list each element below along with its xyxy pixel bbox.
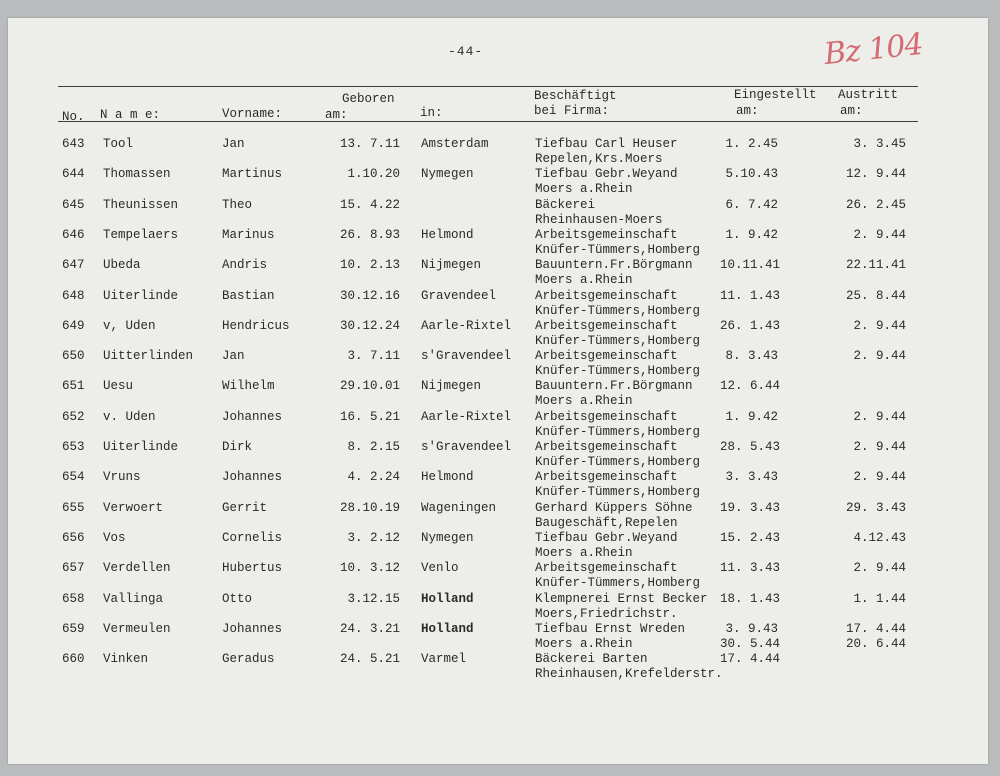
row-firma-line2: Rheinhausen,Krefelderstr.: [535, 667, 723, 682]
row-eingestellt: 28. 5.43: [720, 440, 781, 454]
row-number: 644: [62, 167, 85, 182]
row-number: 645: [62, 197, 85, 212]
row-geboren: 8. 2.15: [347, 440, 400, 454]
row-geboren: 30.12.24: [339, 318, 400, 333]
row-firma-line1: Arbeitsgemeinschaft: [535, 318, 678, 333]
row-name: Verwoert: [103, 500, 164, 515]
row-eingestellt: 3. 3.43: [725, 470, 778, 485]
row-geboren: 28.10.19: [339, 500, 400, 515]
header-bei-firma: bei Firma:: [534, 104, 610, 118]
row-vorname: Jan: [222, 349, 245, 364]
table-row: [0, 622, 1000, 654]
row-birthplace: Aarle-Rixtel: [421, 409, 512, 424]
row-firma-line2: Knüfer-Tümmers,Homberg: [535, 333, 701, 348]
row-number: 657: [62, 561, 85, 576]
row-birthplace: s'Gravendeel: [421, 440, 512, 454]
row-austritt: 2. 9.44: [853, 227, 906, 242]
row-number: 655: [62, 500, 85, 515]
header-austritt-am: am:: [840, 104, 863, 118]
row-eingestellt: 1. 9.42: [725, 409, 778, 424]
row-geboren: 16. 5.21: [339, 409, 400, 424]
row-eingestellt: 19. 3.43: [720, 500, 781, 515]
header-geboren-am: am:: [325, 108, 348, 122]
row-austritt: 2. 9.44: [853, 440, 906, 454]
row-eingestellt: 15. 2.43: [720, 530, 781, 545]
row-eingestellt-2: 30. 5.44: [720, 636, 781, 651]
row-eingestellt: 26. 1.43: [720, 318, 781, 333]
row-number: 648: [62, 288, 85, 303]
row-name: Thomassen: [103, 167, 171, 182]
row-firma-line1: Bauuntern.Fr.Börgmann: [535, 379, 693, 394]
row-birthplace: Holland: [421, 621, 474, 636]
row-geboren: 24. 3.21: [339, 621, 400, 636]
row-firma-line1: Arbeitsgemeinschaft: [535, 409, 678, 424]
row-firma-line1: Bauuntern.Fr.Börgmann: [535, 258, 693, 273]
row-name: Vinken: [103, 652, 149, 667]
row-name: Vruns: [103, 470, 141, 485]
row-austritt: 12. 9.44: [845, 167, 906, 182]
row-geboren: 3. 7.11: [347, 349, 400, 364]
row-austritt: 17. 4.44: [845, 621, 906, 636]
row-firma-line2: Rheinhausen-Moers: [535, 212, 663, 227]
row-eingestellt: 10.11.41: [720, 258, 781, 273]
handwritten-stamp: Bz 104: [822, 26, 925, 73]
row-name: v, Uden: [103, 318, 156, 333]
row-eingestellt: 18. 1.43: [720, 591, 781, 606]
table-row: [0, 592, 1000, 624]
row-number: 653: [62, 440, 85, 454]
row-firma-line1: Tiefbau Gebr.Weyand: [535, 167, 678, 182]
row-geboren: 30.12.16: [339, 288, 400, 303]
header-bottom-rule: [58, 121, 918, 122]
row-name: Uesu: [103, 379, 134, 394]
row-name: Uitterlinden: [103, 349, 194, 364]
row-eingestellt: 1. 9.42: [725, 227, 778, 242]
row-name: Vermeulen: [103, 621, 171, 636]
row-austritt: 2. 9.44: [853, 561, 906, 576]
row-number: 650: [62, 349, 85, 364]
row-firma-line2: Knüfer-Tümmers,Homberg: [535, 242, 701, 257]
row-name: Verdellen: [103, 561, 171, 576]
table-row: [0, 531, 1000, 563]
row-geboren: 4. 2.24: [347, 470, 400, 485]
row-eingestellt: 17. 4.44: [720, 652, 781, 667]
row-firma-line1: Arbeitsgemeinschaft: [535, 440, 678, 454]
row-vorname: Martinus: [222, 167, 283, 182]
row-number: 646: [62, 227, 85, 242]
row-birthplace: Nijmegen: [421, 258, 482, 273]
row-number: 652: [62, 409, 85, 424]
table-row: [0, 198, 1000, 230]
row-geboren: 1.10.20: [347, 167, 400, 182]
row-vorname: Wilhelm: [222, 379, 275, 394]
row-birthplace: Nijmegen: [421, 379, 482, 394]
row-birthplace: Nymegen: [421, 530, 474, 545]
row-geboren: 15. 4.22: [339, 197, 400, 212]
table-row: [0, 349, 1000, 381]
row-number: 660: [62, 652, 85, 667]
row-firma-line2: Moers a.Rhein: [535, 636, 633, 651]
row-eingestellt: 5.10.43: [725, 167, 778, 182]
row-name: Uiterlinde: [103, 440, 179, 454]
row-firma-line2: Moers a.Rhein: [535, 394, 633, 409]
row-number: 651: [62, 379, 85, 394]
table-row: [0, 319, 1000, 351]
row-firma-line1: Tiefbau Carl Heuser: [535, 137, 678, 151]
table-row: [0, 501, 1000, 533]
row-austritt: 2. 9.44: [853, 470, 906, 485]
row-austritt: 1. 1.44: [853, 591, 906, 606]
header-beschaeftigt: Beschäftigt: [534, 89, 617, 103]
row-firma-line1: Arbeitsgemeinschaft: [535, 561, 678, 576]
row-eingestellt: 3. 9.43: [725, 621, 778, 636]
table-row: [0, 440, 1000, 472]
row-vorname: Hendricus: [222, 318, 290, 333]
row-vorname: Marinus: [222, 227, 275, 242]
header-austritt: Austritt: [838, 88, 899, 102]
row-firma-line1: Gerhard Küppers Söhne: [535, 500, 693, 515]
row-firma-line1: Klempnerei Ernst Becker: [535, 591, 708, 606]
row-firma-line1: Bäckerei Barten: [535, 652, 648, 667]
row-austritt: 2. 9.44: [853, 349, 906, 364]
row-name: Vos: [103, 530, 126, 545]
row-eingestellt: 11. 3.43: [720, 561, 781, 576]
table-row: [0, 652, 1000, 684]
header-vorname: Vorname:: [222, 107, 283, 121]
row-firma-line2: Moers a.Rhein: [535, 182, 633, 197]
row-vorname: Geradus: [222, 652, 275, 667]
row-firma-line1: Bäckerei: [535, 197, 596, 212]
row-geboren: 29.10.01: [339, 379, 400, 394]
row-name: Vallinga: [103, 591, 164, 606]
row-geboren: 26. 8.93: [339, 227, 400, 242]
header-no: No.: [62, 110, 85, 124]
row-number: 649: [62, 318, 85, 333]
table-row: [0, 470, 1000, 502]
row-name: Tool: [103, 137, 134, 151]
header-geboren: Geboren: [342, 92, 395, 106]
header-name: N a m e:: [100, 108, 161, 122]
row-vorname: Bastian: [222, 288, 275, 303]
row-vorname: Johannes: [222, 409, 283, 424]
row-vorname: Hubertus: [222, 561, 283, 576]
header-in: in:: [420, 106, 443, 120]
row-eingestellt: 11. 1.43: [720, 288, 781, 303]
table-row: [0, 137, 1000, 169]
row-vorname: Johannes: [222, 470, 283, 485]
header-top-rule: [58, 86, 918, 87]
row-number: 656: [62, 530, 85, 545]
row-firma-line2: Baugeschäft,Repelen: [535, 515, 678, 530]
table-row: [0, 561, 1000, 593]
row-austritt-2: 20. 6.44: [845, 636, 906, 651]
row-name: Tempelaers: [103, 227, 179, 242]
row-austritt: 2. 9.44: [853, 409, 906, 424]
row-austritt: 22.11.41: [845, 258, 906, 273]
row-birthplace: Wageningen: [421, 500, 497, 515]
row-geboren: 3.12.15: [347, 591, 400, 606]
row-firma-line2: Moers,Friedrichstr.: [535, 606, 678, 621]
table-row: [0, 289, 1000, 321]
row-vorname: Otto: [222, 591, 253, 606]
row-eingestellt: 1. 2.45: [725, 137, 778, 151]
row-firma-line2: Moers a.Rhein: [535, 545, 633, 560]
row-vorname: Cornelis: [222, 530, 283, 545]
row-number: 647: [62, 258, 85, 273]
row-birthplace: Amsterdam: [421, 137, 489, 151]
row-geboren: 3. 2.12: [347, 530, 400, 545]
row-eingestellt: 8. 3.43: [725, 349, 778, 364]
row-geboren: 24. 5.21: [339, 652, 400, 667]
row-firma-line1: Arbeitsgemeinschaft: [535, 288, 678, 303]
row-birthplace: Venlo: [421, 561, 459, 576]
row-eingestellt: 6. 7.42: [725, 197, 778, 212]
header-eingestellt: Eingestellt: [734, 88, 817, 102]
table-row: [0, 228, 1000, 260]
row-firma-line2: Knüfer-Tümmers,Homberg: [535, 576, 701, 591]
row-firma-line1: Arbeitsgemeinschaft: [535, 349, 678, 364]
row-vorname: Johannes: [222, 621, 283, 636]
row-eingestellt: 12. 6.44: [720, 379, 781, 394]
row-firma-line1: Tiefbau Ernst Wreden: [535, 621, 686, 636]
row-name: Theunissen: [103, 197, 179, 212]
row-number: 643: [62, 137, 85, 151]
row-firma-line1: Arbeitsgemeinschaft: [535, 227, 678, 242]
table-row: [0, 258, 1000, 290]
row-number: 658: [62, 591, 85, 606]
row-austritt: 3. 3.45: [853, 137, 906, 151]
row-firma-line2: Knüfer-Tümmers,Homberg: [535, 303, 701, 318]
row-birthplace: Helmond: [421, 227, 474, 242]
row-geboren: 10. 2.13: [339, 258, 400, 273]
row-austritt: 29. 3.43: [845, 500, 906, 515]
row-number: 654: [62, 470, 85, 485]
row-austritt: 25. 8.44: [845, 288, 906, 303]
row-geboren: 13. 7.11: [339, 137, 400, 151]
row-austritt: 26. 2.45: [845, 197, 906, 212]
row-birthplace: Helmond: [421, 470, 474, 485]
row-vorname: Dirk: [222, 440, 253, 454]
row-vorname: Andris: [222, 258, 268, 273]
row-firma-line2: Knüfer-Tümmers,Homberg: [535, 485, 701, 500]
row-vorname: Gerrit: [222, 500, 268, 515]
header-eingestellt-am: am:: [736, 104, 759, 118]
page-number: -44-: [448, 44, 484, 59]
row-firma-line2: Repelen,Krs.Moers: [535, 152, 663, 166]
row-vorname: Jan: [222, 137, 245, 151]
table-row: [0, 379, 1000, 411]
row-number: 659: [62, 621, 85, 636]
table-row: [0, 167, 1000, 199]
row-geboren: 10. 3.12: [339, 561, 400, 576]
row-name: v. Uden: [103, 409, 156, 424]
row-birthplace: Holland: [421, 591, 474, 606]
row-birthplace: Gravendeel: [421, 288, 497, 303]
row-birthplace: s'Gravendeel: [421, 349, 512, 364]
row-name: Ubeda: [103, 258, 141, 273]
row-austritt: 4.12.43: [853, 530, 906, 545]
row-name: Uiterlinde: [103, 288, 179, 303]
row-firma-line1: Arbeitsgemeinschaft: [535, 470, 678, 485]
row-firma-line2: Knüfer-Tümmers,Homberg: [535, 424, 701, 439]
row-firma-line1: Tiefbau Gebr.Weyand: [535, 530, 678, 545]
table-row: [0, 410, 1000, 442]
row-firma-line2: Knüfer-Tümmers,Homberg: [535, 455, 701, 469]
row-birthplace: Nymegen: [421, 167, 474, 182]
row-birthplace: Varmel: [421, 652, 467, 667]
row-vorname: Theo: [222, 197, 253, 212]
row-austritt: 2. 9.44: [853, 318, 906, 333]
row-birthplace: Aarle-Rixtel: [421, 318, 512, 333]
row-firma-line2: Knüfer-Tümmers,Homberg: [535, 364, 701, 379]
row-firma-line2: Moers a.Rhein: [535, 273, 633, 288]
